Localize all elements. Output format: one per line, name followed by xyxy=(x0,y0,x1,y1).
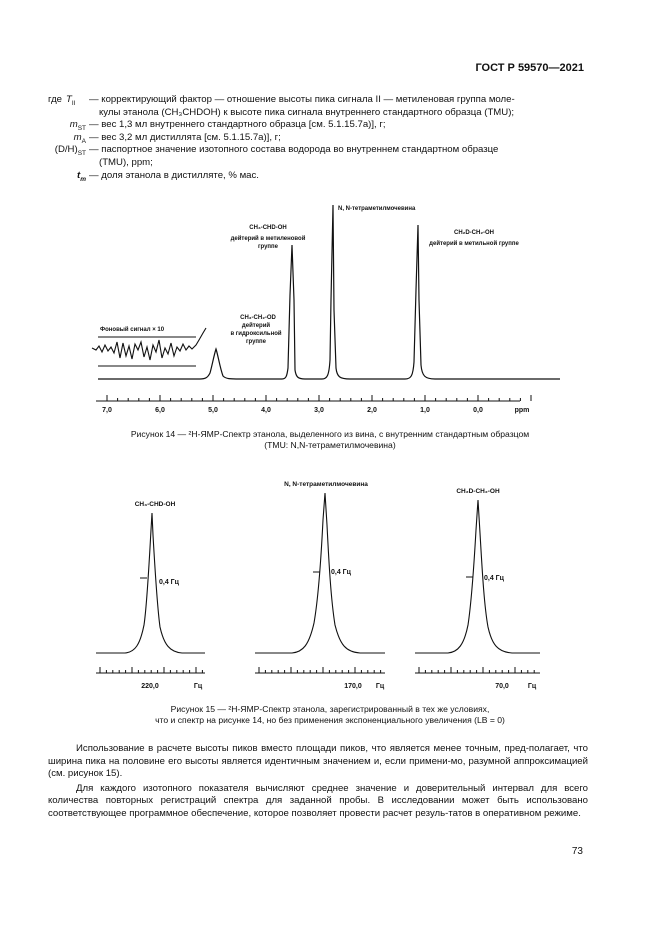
paragraph: Использование в расчете высоты пиков вместо площади пиков, что является менее точным, пред-полагает, что ширина пика на половине его высоты является идентичным значением и, если примени-мо, разумной аппроксимацией (см. рисунок 15). xyxy=(48,743,588,780)
peak-oh-label-3: в гидроксильной xyxy=(230,331,282,337)
definition-lead: где xyxy=(48,94,63,105)
definition-symbol: $t_m$ xyxy=(77,169,86,183)
figure-14-caption-line1: Рисунок 14 — ²H-ЯМР-Спектр этанола, выделенного из вина, с внутренним стандартным образцом xyxy=(130,429,530,439)
peak-oh-label-4: группе xyxy=(245,339,267,345)
definition-row xyxy=(48,132,588,145)
body-text xyxy=(48,743,588,821)
ppm-tick-label: 5,0 xyxy=(208,407,218,414)
ppm-tick-label: 6,0 xyxy=(155,407,165,414)
definition-row xyxy=(48,107,588,120)
definition-text: кулы этанола (CH₃CHDOH) к высоте пика сигнала внутреннего стандартного образца (TMU); xyxy=(99,106,515,118)
figure-15-spectra xyxy=(0,475,661,700)
peak-ch2-label-1: CH₃-CHD-OH xyxy=(249,225,287,231)
definition-row xyxy=(48,119,588,132)
definition-text: (TMU), ppm; xyxy=(99,156,153,168)
peak-oh-label-1: CH₃-CH₂-OD xyxy=(240,315,276,321)
definition-row xyxy=(48,170,588,183)
peak-oh-label-2: дейтерий xyxy=(241,323,271,329)
definition-symbol: $m_A$ xyxy=(73,131,86,145)
panel-1-title: CH₃-CHD-OH xyxy=(134,501,176,508)
paragraph: Для каждого изотопного показателя вычисляют среднее значение и доверительный интервал для всего количества повторных регистраций спектра для заданной пробы. В исследовании может быть использовано соответствующее программное обеспечение, которое позволяет провести расчет резуль-татов в оперативном режиме. xyxy=(48,782,588,819)
page-number: 73 xyxy=(571,846,583,857)
definition-symbol: $m_{ST}$ xyxy=(69,119,86,133)
panel-3-peak xyxy=(415,500,540,653)
standard-header: ГОСТ Р 59570—2021 xyxy=(475,62,584,74)
figure-15-caption xyxy=(60,704,600,726)
definition-row xyxy=(48,144,588,157)
figure-14-spectrum xyxy=(0,190,661,425)
ppm-tick-label: 7,0 xyxy=(102,407,112,414)
panel-3-width-label: 0,4 Гц xyxy=(484,575,504,582)
panel-2-peak xyxy=(255,493,385,653)
definition-text: — паспортное значение изотопного состава водорода во внутреннем стандартном образце xyxy=(89,144,499,156)
figure-15-caption-line2: что и спектр на рисунке 14, но без применения экспоненциального увеличения (LB = 0) xyxy=(155,715,505,725)
panel-2-width-label: 0,4 Гц xyxy=(331,569,351,576)
definition-text: — вес 1,3 мл внутреннего стандартного образца [см. 5.1.15.7а)], г; xyxy=(89,119,386,131)
definitions-list xyxy=(48,94,588,182)
definition-symbol: $(D/H)_{ST}$ xyxy=(54,144,86,158)
ppm-tick-label: 3,0 xyxy=(314,407,324,414)
panel-2-tick-label: 170,0 xyxy=(344,683,362,690)
peak-tmu-label: N, N-тетраметилмочевина xyxy=(338,206,416,212)
panel-3-title: CH₂D-CH₂-OH xyxy=(456,488,500,495)
panel-3-tick-label: 70,0 xyxy=(495,683,509,690)
ppm-unit-label: ppm xyxy=(514,407,530,414)
background-signal-label: Фоновый сигнал × 10 xyxy=(100,327,165,333)
peak-ch3-label-2: дейтерий в метильной группе xyxy=(429,241,519,247)
definition-text: — доля этанола в дистилляте, % мас. xyxy=(89,169,259,181)
peak-ch3-label-1: CH₂D-CH₂-OH xyxy=(454,230,494,236)
peak-ch2-label-2: дейтерий в метиленовой xyxy=(230,236,306,242)
definition-row xyxy=(48,157,588,170)
panel-2-unit: Гц xyxy=(375,683,385,690)
panel-1-peak xyxy=(96,513,205,653)
panel-2-title: N, N-тетраметилмочевина xyxy=(284,481,368,488)
definition-text: — корректирующий фактор — отношение высоты пика сигнала II — метиленовая группа моле- xyxy=(89,94,515,105)
peak-ch2-label-3: группе xyxy=(257,244,279,250)
panel-1-tick-label: 220,0 xyxy=(141,683,159,690)
definition-text: — вес 3,2 мл дистиллята [см. 5.1.15.7а)], г; xyxy=(89,131,281,143)
ppm-tick-label: 4,0 xyxy=(261,407,271,414)
panel-1-width-label: 0,4 Гц xyxy=(159,579,179,586)
definition-symbol: $T_{II}$ xyxy=(66,94,76,107)
figure-15-caption-line1: Рисунок 15 — ²H-ЯМР-Спектр этанола, зарегистрированный в тех же условиях, xyxy=(170,704,490,714)
panel-3-unit: Гц xyxy=(527,683,537,690)
figure-14-caption-line2: (TMU: N,N-тетраметилмочевина) xyxy=(264,440,396,450)
ppm-tick-label: 2,0 xyxy=(367,407,377,414)
panel-1-unit: Гц xyxy=(193,683,203,690)
hz-axis-ticks xyxy=(100,667,534,673)
definition-row xyxy=(48,94,588,107)
ppm-axis-ticks xyxy=(107,395,531,401)
ppm-tick-label: 0,0 xyxy=(473,407,483,414)
figure-14-caption xyxy=(60,429,600,451)
ppm-tick-label: 1,0 xyxy=(420,407,430,414)
